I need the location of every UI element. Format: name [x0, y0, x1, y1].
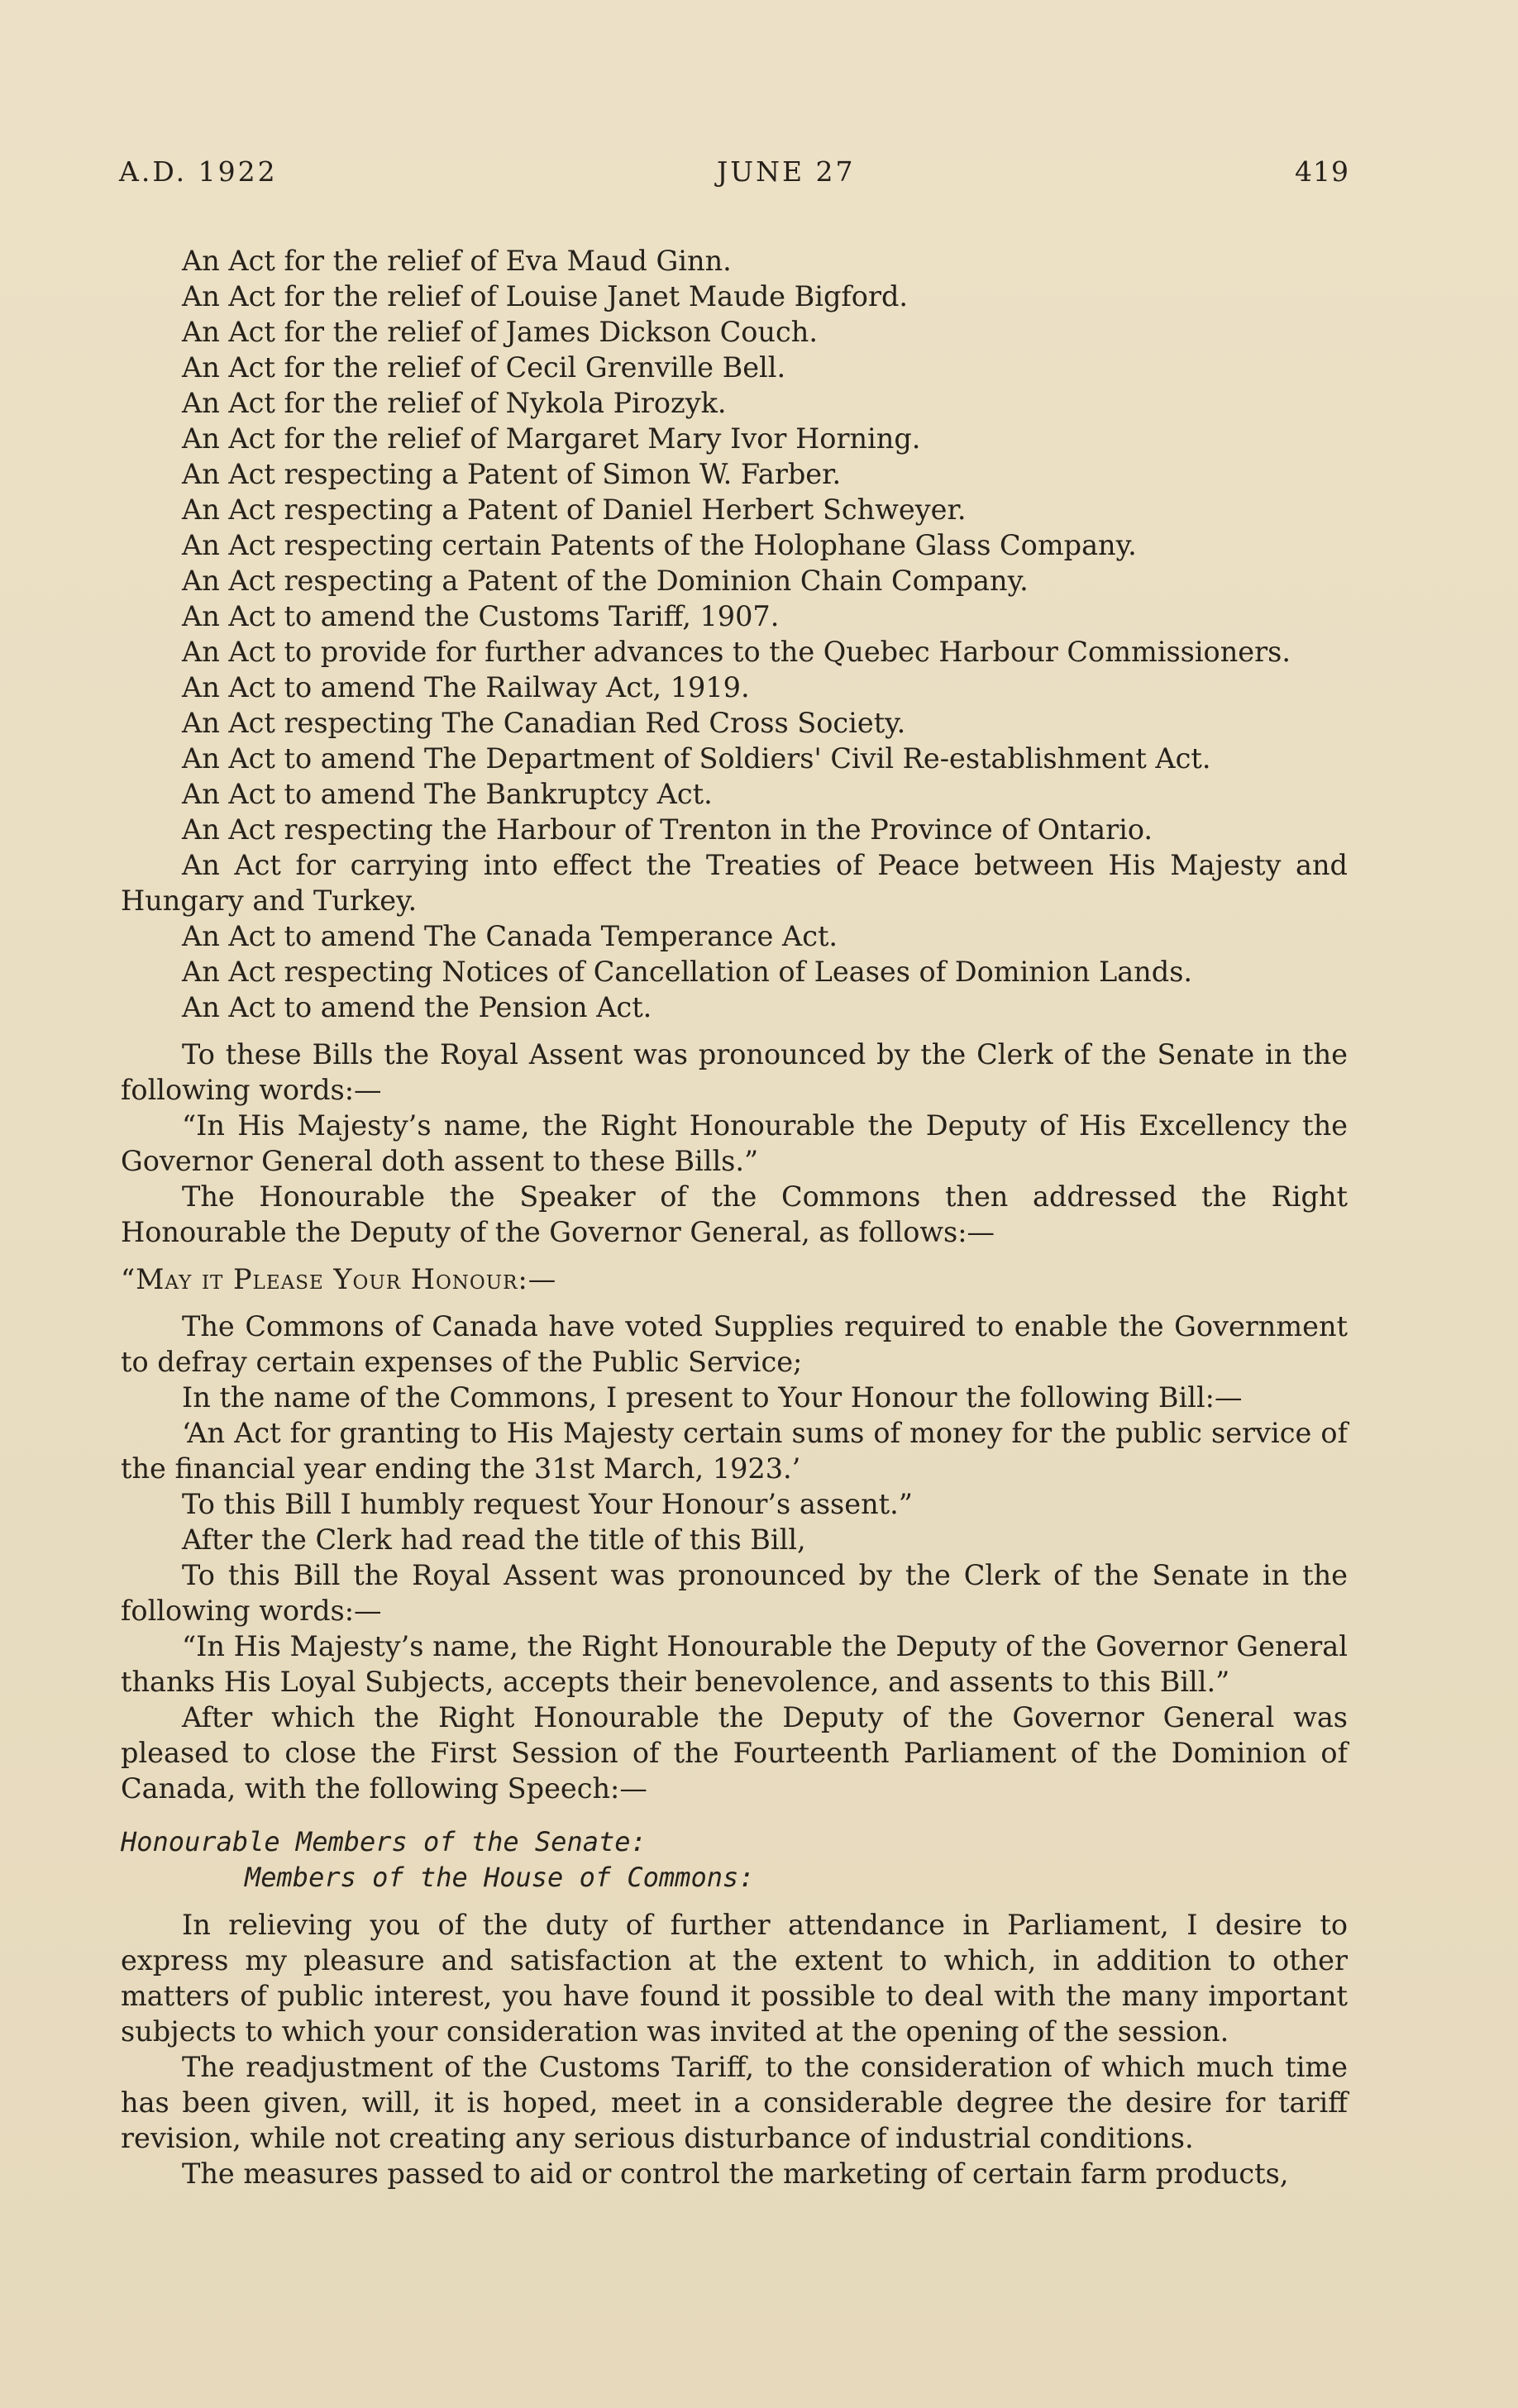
- act-item: An Act to provide for further advances to the Quebec Harbour Commissioners.: [182, 636, 1291, 668]
- act-item: An Act to amend The Bankruptcy Act.: [182, 778, 713, 810]
- speaker-paragraph: The Honourable the Speaker of the Commons then addressed the Right Honourable the Deputy of the Governor General, as follows:—: [121, 1180, 1348, 1248]
- header-year: A.D. 1922: [119, 155, 278, 188]
- assent-paragraph: To these Bills the Royal Assent was pronounced by the Clerk of the Senate in the following words:—: [121, 1038, 1348, 1106]
- act-item: An Act for the relief of Louise Janet Maude Bigford.: [182, 280, 909, 312]
- act-item: An Act respecting The Canadian Red Cross Society.: [182, 707, 906, 739]
- act-item: An Act to amend The Canada Temperance Act.: [182, 920, 838, 952]
- speech-paragraph: The measures passed to aid or control the marketing of certain farm products,: [182, 2158, 1289, 2190]
- present-bill-paragraph: In the name of the Commons, I present to Your Honour the following Bill:—: [182, 1381, 1243, 1414]
- act-item: An Act for the relief of Nykola Pirozyk.: [182, 387, 727, 419]
- act-item: An Act to amend the Customs Tariff, 1907.: [182, 600, 780, 632]
- page-number: 419: [1294, 155, 1349, 188]
- act-item: An Act for carrying into effect the Treaties of Peace between His Majesty and Hungary and Turkey.: [121, 849, 1348, 917]
- closing-paragraph: After which the Right Honourable the Deputy of the Governor General was pleased to close the First Session of the Fourteenth Parliament of the Dominion of Canada, with the following Speech:—: [121, 1701, 1348, 1805]
- request-assent-paragraph: To this Bill I humbly request Your Honour’s assent.”: [182, 1488, 913, 1520]
- header-date: JUNE 27: [717, 155, 856, 188]
- act-item: An Act respecting Notices of Cancellation of Leases of Dominion Lands.: [182, 956, 1193, 988]
- act-item: An Act respecting the Harbour of Trenton in the Province of Ontario.: [182, 813, 1153, 846]
- act-item: An Act to amend The Railway Act, 1919.: [182, 671, 750, 703]
- act-item: An Act for the relief of Eva Maud Ginn.: [182, 245, 732, 277]
- speech-salutation-senate: Honourable Members of the Senate:: [121, 1826, 647, 1857]
- act-item: An Act for the relief of Cecil Grenville Bell.: [182, 351, 786, 384]
- act-item: An Act for the relief of James Dickson Couch.: [182, 316, 818, 348]
- act-item: An Act respecting a Patent of Simon W. Farber.: [182, 458, 842, 490]
- assent-quote: “In His Majesty’s name, the Right Honourable the Deputy of His Excellency the Governor General doth assent to these Bills.”: [121, 1109, 1348, 1177]
- clerk-read-paragraph: After the Clerk had read the title of this Bill,: [182, 1523, 806, 1556]
- speech-paragraph: The readjustment of the Customs Tariff, to the consideration of which much time has been given, will, it is hoped, meet in a considerable degree the desire for tariff revision, while not creating any serious disturbance of industrial conditions.: [121, 2051, 1348, 2154]
- speech-paragraph: In relieving you of the duty of further attendance in Parliament, I desire to express my pleasure and satisfaction at the extent to which, in addition to other matters of public interest, you have found it possible to deal with the many important subjects to which your consideration was invited at the opening of the session.: [121, 1909, 1348, 2048]
- supplies-paragraph: The Commons of Canada have voted Supplies required to enable the Government to defray certain expenses of the Public Service;: [121, 1310, 1348, 1378]
- speech-salutation-commons: Members of the House of Commons:: [245, 1862, 755, 1893]
- royal-assent-paragraph: To this Bill the Royal Assent was pronounced by the Clerk of the Senate in the following words:—: [121, 1559, 1348, 1627]
- page-body: [121, 243, 1348, 2191]
- royal-assent-quote: “In His Majesty’s name, the Right Honourable the Deputy of the Governor General thanks His Loyal Subjects, accepts their benevolence, and assents to this Bill.”: [121, 1630, 1348, 1698]
- act-item: An Act respecting a Patent of the Dominion Chain Company.: [182, 565, 1029, 597]
- act-item: An Act respecting a Patent of Daniel Herbert Schweyer.: [182, 494, 967, 526]
- salutation: “May it Please Your Honour:—: [121, 1263, 557, 1295]
- act-item: An Act respecting certain Patents of the Holophane Glass Company.: [182, 529, 1137, 561]
- page-header: [119, 155, 1349, 197]
- act-item: An Act to amend the Pension Act.: [182, 991, 652, 1023]
- act-item: An Act for the relief of Margaret Mary Ivor Horning.: [182, 422, 921, 455]
- act-item: An Act to amend The Department of Soldiers' Civil Re-establishment Act.: [182, 742, 1211, 775]
- bill-title-quote: ‘An Act for granting to His Majesty certain sums of money for the public service of the financial year ending the 31st March, 1923.’: [121, 1417, 1348, 1485]
- acts-list: [121, 243, 1348, 1025]
